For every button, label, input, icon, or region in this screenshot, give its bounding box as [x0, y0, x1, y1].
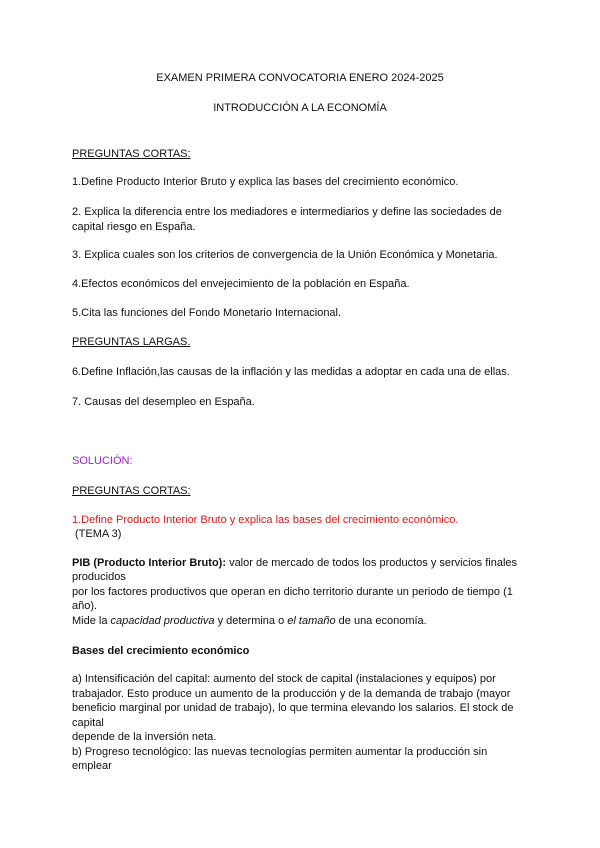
exam-title: EXAMEN PRIMERA CONVOCATORIA ENERO 2024-2025	[156, 72, 444, 84]
solution-heading: SOLUCIÓN:	[72, 455, 133, 467]
question-7: 7. Causas del desempleo en España.	[72, 396, 255, 408]
exam-subject: INTRODUCCIÓN A LA ECONOMÍA	[213, 102, 387, 114]
pib-text: valor de mercado de todos los productos y servicios finales	[229, 557, 518, 569]
question-6: 6.Define Inflación,las causas de la inflación y las medidas a adoptar en cada una de ellas.	[72, 366, 510, 378]
short-questions-heading: PREGUNTAS CORTAS:	[72, 148, 191, 160]
pib-definition-line-1	[72, 556, 517, 570]
question-4: 4.Efectos económicos del envejecimiento de la población en España.	[72, 278, 410, 290]
mide-text-3: de una economía.	[338, 615, 427, 627]
pib-definition-line-2: producidos	[72, 571, 126, 583]
pib-label: PIB (Producto Interior Bruto):	[72, 557, 226, 569]
long-questions-heading: PREGUNTAS LARGAS.	[72, 336, 191, 348]
body-line-4: capital	[72, 717, 104, 729]
question-1: 1.Define Producto Interior Bruto y explica las bases del crecimiento económico.	[72, 176, 459, 188]
mide-text-2: y determina o	[217, 615, 285, 627]
body-line-3: beneficio marginal por unidad de trabajo), lo que termina elevando los salarios. El stock de	[72, 702, 514, 714]
pib-definition-line-3: por los factores productivos que operan en dicho territorio durante un periodo de tiempo (1	[72, 586, 513, 598]
body-line-1: a) Intensificación del capital: aumento del stock de capital (instalaciones y equipos) por	[72, 673, 496, 685]
capacidad-productiva: capacidad productiva	[110, 615, 215, 627]
solution-short-heading: PREGUNTAS CORTAS:	[72, 485, 191, 497]
body-line-6: b) Progreso tecnológico: las nuevas tecnologías permiten aumentar la producción sin	[72, 746, 488, 758]
mide-text-1: Mide la	[72, 615, 108, 627]
bases-heading: Bases del crecimiento económico	[72, 645, 250, 657]
mide-line	[72, 614, 427, 628]
pib-definition-line-4: año).	[72, 600, 98, 612]
body-line-7: emplear	[72, 760, 112, 772]
question-3: 3. Explica cuales son los criterios de convergencia de la Unión Económica y Monetaria.	[72, 249, 498, 261]
question-2-line-1: 2. Explica la diferencia entre los mediadores e intermediarios y define las sociedades de	[72, 206, 502, 218]
tema-label: (TEMA 3)	[75, 528, 122, 540]
body-line-5: depende de la inversión neta.	[72, 731, 217, 743]
question-2-line-2: capital riesgo en España.	[72, 221, 196, 233]
body-line-2: trabajador. Esto produce un aumento de la producción y de la demanda de trabajo (mayor	[72, 688, 511, 700]
el-tamano: el tamaño	[287, 615, 336, 627]
question-5: 5.Cita las funciones del Fondo Monetario Internacional.	[72, 307, 342, 319]
solution-question-1-title: 1.Define Producto Interior Bruto y explica las bases del crecimiento económico.	[72, 514, 459, 526]
